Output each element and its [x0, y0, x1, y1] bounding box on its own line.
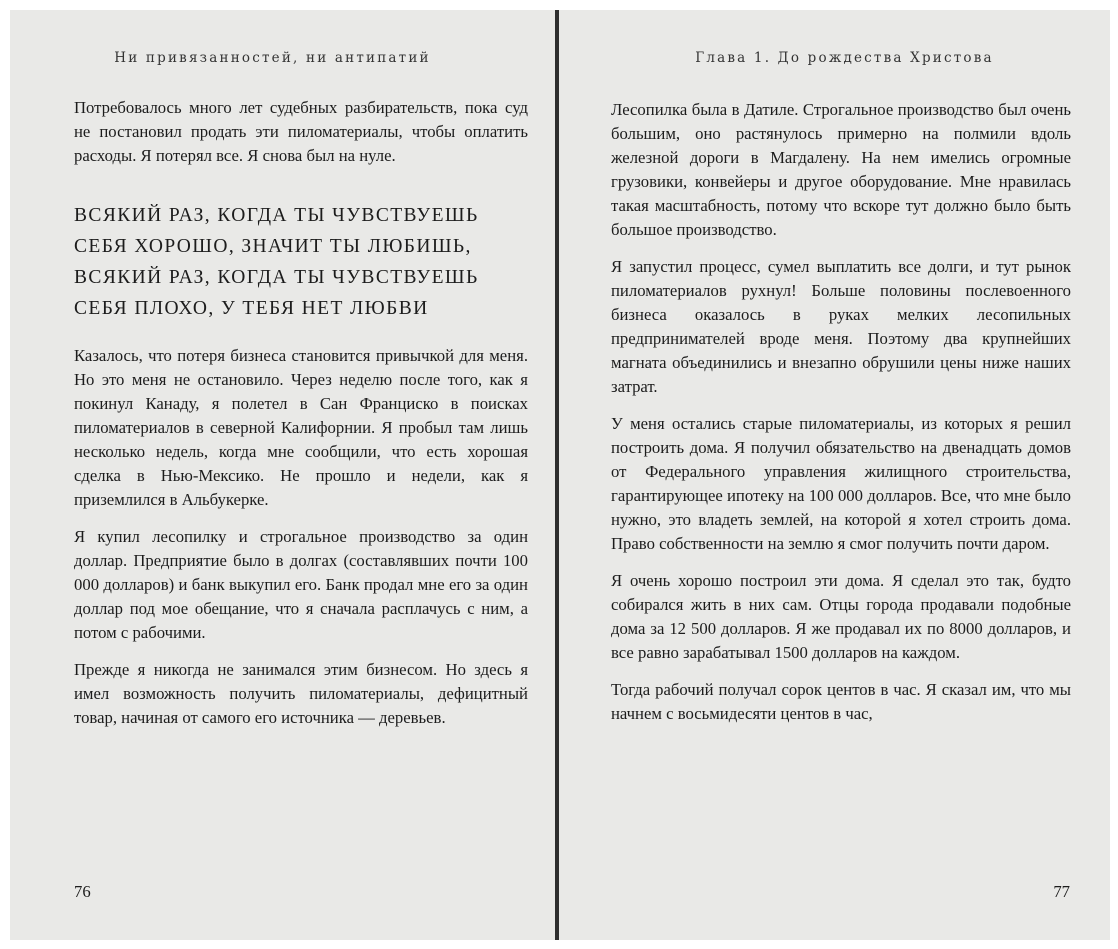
- paragraph: Я очень хорошо построил эти дома. Я сделал это так, будто собирался жить в них сам. Отцы города продавали подобные дома за 12 500 долларов. Я же продавал их по 8000 долларов, и все равно зарабатывал 1500 долларов на каждом.: [611, 571, 1071, 662]
- pull-quote-line: СЕБЯ ХОРОШО, ЗНАЧИТ ТЫ ЛЮБИШЬ,: [74, 236, 472, 257]
- pull-quote-line: СЕБЯ ПЛОХО, У ТЕБЯ НЕТ ЛЮБВИ: [74, 298, 429, 319]
- paragraph: Потребовалось много лет судебных разбирательств, пока суд не постановил продать эти пиломатериалы, чтобы оплатить расходы. Я потерял все. Я снова был на нуле.: [74, 98, 528, 165]
- paragraph: Я запустил процесс, сумел выплатить все долги, и тут рынок пиломатериалов рухнул! Больше половины послевоенного бизнеса оказалось в руках мелких лесопильных предпринимателей вроде меня. Поэтому два крупнейших магната объединились и внезапно обрушили цены ниже наших затрат.: [611, 257, 1071, 396]
- left-page: [10, 10, 555, 940]
- left-page-text: [74, 96, 528, 743]
- paragraph: Прежде я никогда не занимался этим бизнесом. Но здесь я имел возможность получить пиломатериалы, дефицитный товар, начиная от самого его источника — деревьев.: [74, 660, 528, 727]
- left-page-number: 76: [74, 882, 91, 901]
- paragraph: У меня остались старые пиломатериалы, из которых я решил построить дома. Я получил обязательство на двенадцать домов от Федерального управления жилищного строительства, гарантирующее ипотеку на 100 000 долларов. Все, что мне было нужно, это владеть землей, на которой я хотел строить дома. Право собственности на землю я смог получить почти даром.: [611, 414, 1071, 553]
- right-page-number: 77: [1053, 882, 1070, 901]
- right-running-head: Глава 1. До рождества Христова: [695, 50, 994, 66]
- paragraph: Казалось, что потеря бизнеса становится привычкой для меня. Но это меня не остановило. Через неделю после того, как я покинул Канаду, я полетел в Сан Франциско в поисках пиломатериалов в северной Калифорнии. Я пробыл там лишь несколько недель, когда мне сообщили, что есть хорошая сделка в Нью-Мексико. Не прошло и недели, как я приземлился в Альбукерке.: [74, 346, 528, 509]
- book-spread: [10, 10, 1110, 940]
- pull-quote-line: ВСЯКИЙ РАЗ, КОГДА ТЫ ЧУВСТВУЕШЬ: [74, 267, 479, 288]
- pull-quote-line: ВСЯКИЙ РАЗ, КОГДА ТЫ ЧУВСТВУЕШЬ: [74, 205, 479, 226]
- left-running-head: Ни привязанностей, ни антипатий: [114, 50, 431, 66]
- paragraph: Лесопилка была в Датиле. Строгальное производство был очень большим, оно растянулось примерно на полмили вдоль железной дороги в Магдалену. На нем имелись огромные грузовики, конвейеры и другое оборудование. Мне нравилась такая масштабность, потому что вскоре тут должно было быть большое производство.: [611, 100, 1071, 239]
- paragraph: Тогда рабочий получал сорок центов в час. Я сказал им, что мы начнем с восьмидесяти центов в час,: [611, 680, 1071, 723]
- paragraph: Я купил лесопилку и строгальное производство за один доллар. Предприятие было в долгах (составлявших почти 100 000 долларов) и банк выкупил его. Банк продал мне его за один доллар под мое обещание, что я сначала расплачусь с ним, а потом с рабочими.: [74, 527, 528, 642]
- right-page-text: [611, 98, 1071, 739]
- right-page: [559, 10, 1110, 940]
- pull-quote: [74, 200, 528, 324]
